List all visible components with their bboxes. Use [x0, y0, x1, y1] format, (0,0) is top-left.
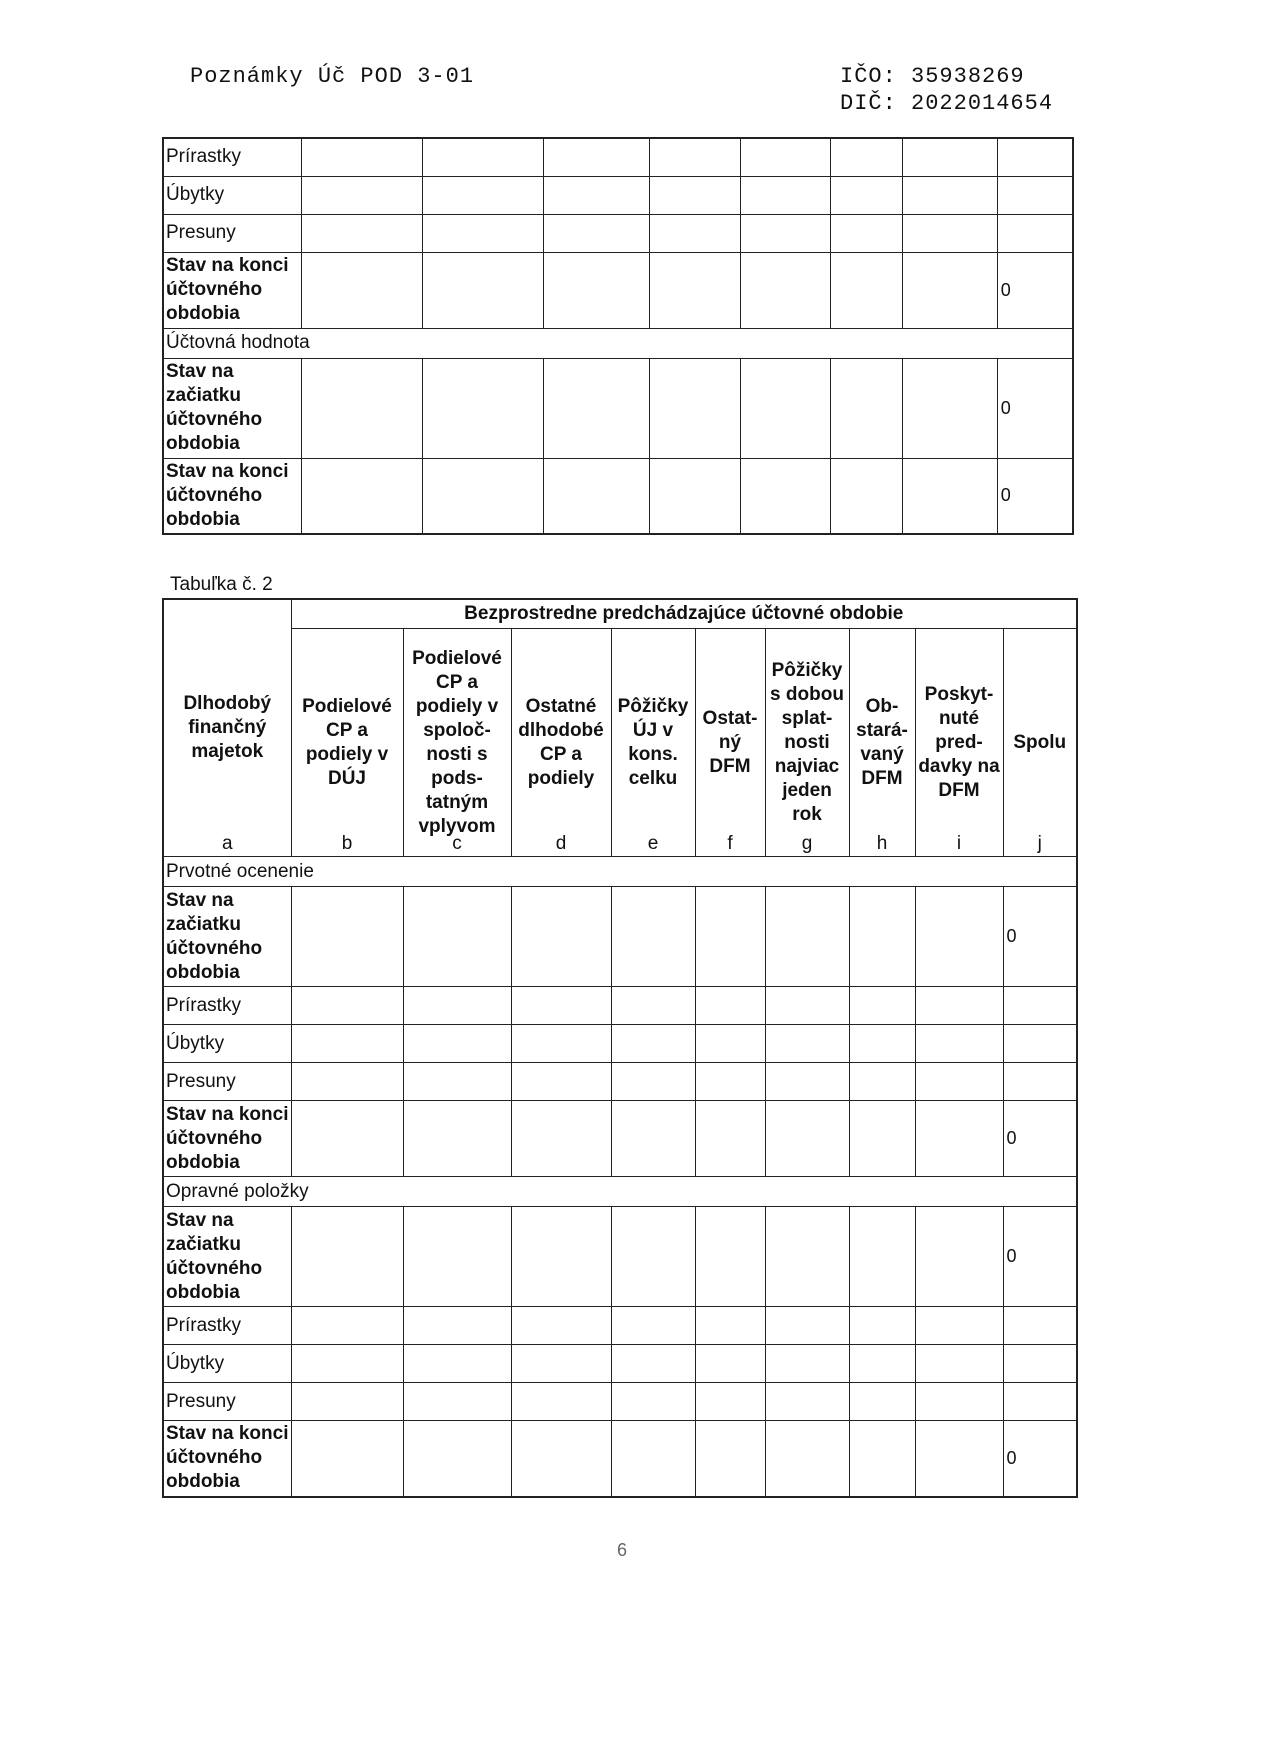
section-label-uctovna-hodnota: Účtovná hodnota: [163, 328, 1073, 358]
row-label: Prírastky: [163, 987, 291, 1025]
column-header-d: [511, 629, 611, 857]
document-title: Poznámky Úč POD 3-01: [190, 64, 475, 89]
table-cell: [649, 214, 740, 252]
table-cell: [831, 358, 902, 458]
table-cell: [511, 1345, 611, 1383]
table-cell: [915, 1207, 1003, 1307]
table-cell: [422, 458, 543, 534]
period-header: Bezprostredne predchádzajúce účtovné obdobie: [291, 599, 1077, 629]
table-cell: [611, 1063, 695, 1101]
table-1: [162, 137, 1074, 535]
table-cell: [291, 1101, 403, 1177]
table-cell: [611, 1383, 695, 1421]
table-cell: [403, 1345, 511, 1383]
column-header-j: [1003, 629, 1077, 857]
table-cell: [695, 1383, 765, 1421]
row-label: Presuny: [163, 1383, 291, 1421]
table-cell: [543, 458, 649, 534]
table-cell: [765, 1207, 849, 1307]
total-cell: 0: [1003, 1207, 1077, 1307]
row-label: Presuny: [163, 214, 301, 252]
table-cell: [291, 1345, 403, 1383]
table-cell: [291, 1383, 403, 1421]
table-cell: [291, 1421, 403, 1497]
table-cell: [831, 252, 902, 328]
table-row: [163, 1307, 1077, 1345]
table-cell: [765, 987, 849, 1025]
column-header-text: Poskyt-nuté pred-davky na DFM: [918, 683, 1000, 801]
table-row: [163, 1101, 1077, 1177]
table-cell: [915, 1421, 1003, 1497]
table-cell: [915, 1383, 1003, 1421]
table-row: [163, 987, 1077, 1025]
table-cell: [543, 358, 649, 458]
table-cell: [902, 138, 997, 176]
row-label: Úbytky: [163, 1025, 291, 1063]
row-label: Stav na začiatku účtovného obdobia: [163, 1207, 291, 1307]
table-cell: [291, 987, 403, 1025]
table-cell: [849, 1025, 915, 1063]
table-cell: [301, 176, 422, 214]
column-letter: e: [647, 833, 659, 854]
table-cell: [422, 358, 543, 458]
row-label: Presuny: [163, 1063, 291, 1101]
table-cell: [849, 987, 915, 1025]
table-cell: [902, 458, 997, 534]
total-cell: 0: [1003, 1101, 1077, 1177]
table-cell: [611, 1345, 695, 1383]
table-cell: [291, 1307, 403, 1345]
column-header-e: [611, 629, 695, 857]
table-cell: [301, 358, 422, 458]
table-cell: [902, 252, 997, 328]
table-cell: [740, 214, 831, 252]
table-cell: [511, 1383, 611, 1421]
column-header-text: Spolu: [1013, 731, 1067, 753]
table-cell: [695, 1345, 765, 1383]
column-header-text: Dlhodobý finančný majetok: [183, 693, 272, 762]
table-cell: [422, 214, 543, 252]
table-cell: [511, 1025, 611, 1063]
table-cell: [403, 987, 511, 1025]
row-label: Úbytky: [163, 176, 301, 214]
table-cell: [611, 1101, 695, 1177]
table-cell: [695, 1025, 765, 1063]
table-2: [162, 598, 1078, 1498]
column-letter: c: [452, 833, 462, 854]
column-header-text: Pôžičky ÚJ v kons. celku: [617, 695, 689, 789]
table-cell: [291, 1207, 403, 1307]
table-cell: [915, 1025, 1003, 1063]
column-letter: g: [801, 833, 813, 854]
table-cell: [765, 1025, 849, 1063]
table-row: [163, 252, 1073, 328]
table-cell: [511, 887, 611, 987]
table-cell: [422, 176, 543, 214]
table-cell: [301, 214, 422, 252]
table-cell: [831, 138, 902, 176]
table-row: [163, 1063, 1077, 1101]
table-cell: [740, 252, 831, 328]
table-cell: [511, 1421, 611, 1497]
column-header-text: Ostatné dlhodobé CP a podiely: [518, 695, 604, 789]
row-label: Stav na konci účtovného obdobia: [163, 1421, 291, 1497]
table-cell: [291, 1063, 403, 1101]
table-cell: [649, 358, 740, 458]
total-cell: [997, 214, 1073, 252]
table-cell: [915, 1063, 1003, 1101]
total-cell: 0: [997, 458, 1073, 534]
table-cell: [543, 138, 649, 176]
table-cell: [291, 887, 403, 987]
table-cell: [765, 887, 849, 987]
row-label: Stav na začiatku účtovného obdobia: [163, 358, 301, 458]
section-label-prvotne-ocenenie: Prvotné ocenenie: [163, 857, 1077, 887]
dic-number: DIČ: 2022014654: [840, 91, 1054, 116]
table-cell: [740, 358, 831, 458]
total-cell: [1003, 1307, 1077, 1345]
table-cell: [511, 987, 611, 1025]
table-cell: [403, 1421, 511, 1497]
table-row: [163, 1025, 1077, 1063]
table-cell: [849, 887, 915, 987]
table-cell: [649, 458, 740, 534]
table-row: [163, 1207, 1077, 1307]
table-cell: [849, 1307, 915, 1345]
column-letter: b: [341, 833, 353, 854]
column-header-f: [695, 629, 765, 857]
row-label: Prírastky: [163, 1307, 291, 1345]
table-cell: [740, 458, 831, 534]
total-cell: [1003, 1063, 1077, 1101]
table-cell: [902, 176, 997, 214]
table-cell: [543, 252, 649, 328]
row-label: Úbytky: [163, 1345, 291, 1383]
table-row: [163, 1421, 1077, 1497]
table-cell: [649, 138, 740, 176]
column-header-b: [291, 629, 403, 857]
column-header-text: Ob-stará-vaný DFM: [856, 695, 908, 789]
table-cell: [611, 887, 695, 987]
table-cell: [849, 1421, 915, 1497]
table-cell: [765, 1345, 849, 1383]
table-cell: [915, 887, 1003, 987]
table-cell: [611, 1421, 695, 1497]
column-letter: d: [555, 833, 567, 854]
table-row: [163, 358, 1073, 458]
row-label: Stav na konci účtovného obdobia: [163, 252, 301, 328]
table-cell: [902, 214, 997, 252]
table-cell: [611, 1025, 695, 1063]
column-header-i: [915, 629, 1003, 857]
total-cell: [1003, 1383, 1077, 1421]
table-cell: [831, 176, 902, 214]
table-cell: [915, 987, 1003, 1025]
section-label-opravne-polozky: Opravné položky: [163, 1177, 1077, 1207]
table-cell: [902, 358, 997, 458]
table-cell: [511, 1207, 611, 1307]
table-cell: [740, 138, 831, 176]
total-cell: 0: [1003, 1421, 1077, 1497]
page-mark: 6: [617, 1540, 628, 1560]
table-cell: [695, 1421, 765, 1497]
ico-number: IČO: 35938269: [840, 64, 1025, 89]
row-label: Stav na konci účtovného obdobia: [163, 1101, 291, 1177]
row-label: Prírastky: [163, 138, 301, 176]
table-row: [163, 1345, 1077, 1383]
table-cell: [543, 214, 649, 252]
table-cell: [849, 1063, 915, 1101]
total-cell: [997, 176, 1073, 214]
column-header-text: Podielové CP a podiely v DÚJ: [302, 695, 392, 789]
table-cell: [403, 887, 511, 987]
table-cell: [695, 887, 765, 987]
table-cell: [915, 1345, 1003, 1383]
table-cell: [695, 987, 765, 1025]
total-cell: [1003, 1345, 1077, 1383]
column-letter: f: [727, 833, 733, 854]
table-cell: [403, 1101, 511, 1177]
table-cell: [649, 252, 740, 328]
table-row: [163, 138, 1073, 176]
table-row: [163, 214, 1073, 252]
table-cell: [765, 1101, 849, 1177]
table-cell: [422, 138, 543, 176]
table-2-caption: Tabuľka č. 2: [170, 574, 273, 595]
total-cell: 0: [997, 252, 1073, 328]
column-letter: a: [221, 833, 233, 854]
table-cell: [511, 1063, 611, 1101]
table-cell: [649, 176, 740, 214]
column-header-text: Pôžičky s dobou splat-nosti najviac jeden rok: [770, 659, 844, 825]
table-cell: [740, 176, 831, 214]
table-cell: [695, 1063, 765, 1101]
column-header-c: [403, 629, 511, 857]
table-cell: [301, 252, 422, 328]
table-cell: [849, 1383, 915, 1421]
table-cell: [849, 1207, 915, 1307]
table-cell: [301, 458, 422, 534]
table-cell: [915, 1101, 1003, 1177]
total-cell: [1003, 987, 1077, 1025]
row-label: Stav na začiatku účtovného obdobia: [163, 887, 291, 987]
table-cell: [291, 1025, 403, 1063]
table-cell: [511, 1307, 611, 1345]
table-cell: [403, 1383, 511, 1421]
table-cell: [543, 176, 649, 214]
total-cell: [1003, 1025, 1077, 1063]
column-letter: h: [876, 833, 888, 854]
table-cell: [301, 138, 422, 176]
row-label: Stav na konci účtovného obdobia: [163, 458, 301, 534]
column-header-text: Podielové CP a podiely v spoloč-nosti s pods-tatným vplyvom: [412, 647, 502, 837]
table-cell: [403, 1063, 511, 1101]
table-row: [163, 458, 1073, 534]
column-header-text: Ostat-ný DFM: [702, 707, 758, 777]
table-cell: [511, 1101, 611, 1177]
table-cell: [611, 987, 695, 1025]
table-cell: [849, 1345, 915, 1383]
table-row: [163, 887, 1077, 987]
column-header-g: [765, 629, 849, 857]
table-cell: [695, 1307, 765, 1345]
table-cell: [765, 1307, 849, 1345]
table-row: [163, 1383, 1077, 1421]
column-header-a: [163, 599, 291, 857]
column-letter: i: [956, 833, 962, 854]
table-cell: [765, 1383, 849, 1421]
total-cell: 0: [1003, 887, 1077, 987]
table-cell: [831, 214, 902, 252]
table-cell: [695, 1207, 765, 1307]
total-cell: [997, 138, 1073, 176]
table-cell: [831, 458, 902, 534]
table-cell: [422, 252, 543, 328]
table-cell: [611, 1207, 695, 1307]
table-cell: [403, 1307, 511, 1345]
table-cell: [849, 1101, 915, 1177]
table-cell: [403, 1207, 511, 1307]
column-letter: j: [1037, 833, 1042, 854]
table-cell: [695, 1101, 765, 1177]
column-header-h: [849, 629, 915, 857]
total-cell: 0: [997, 358, 1073, 458]
table-cell: [765, 1063, 849, 1101]
table-cell: [611, 1307, 695, 1345]
table-cell: [403, 1025, 511, 1063]
table-row: [163, 176, 1073, 214]
table-cell: [915, 1307, 1003, 1345]
table-cell: [765, 1421, 849, 1497]
